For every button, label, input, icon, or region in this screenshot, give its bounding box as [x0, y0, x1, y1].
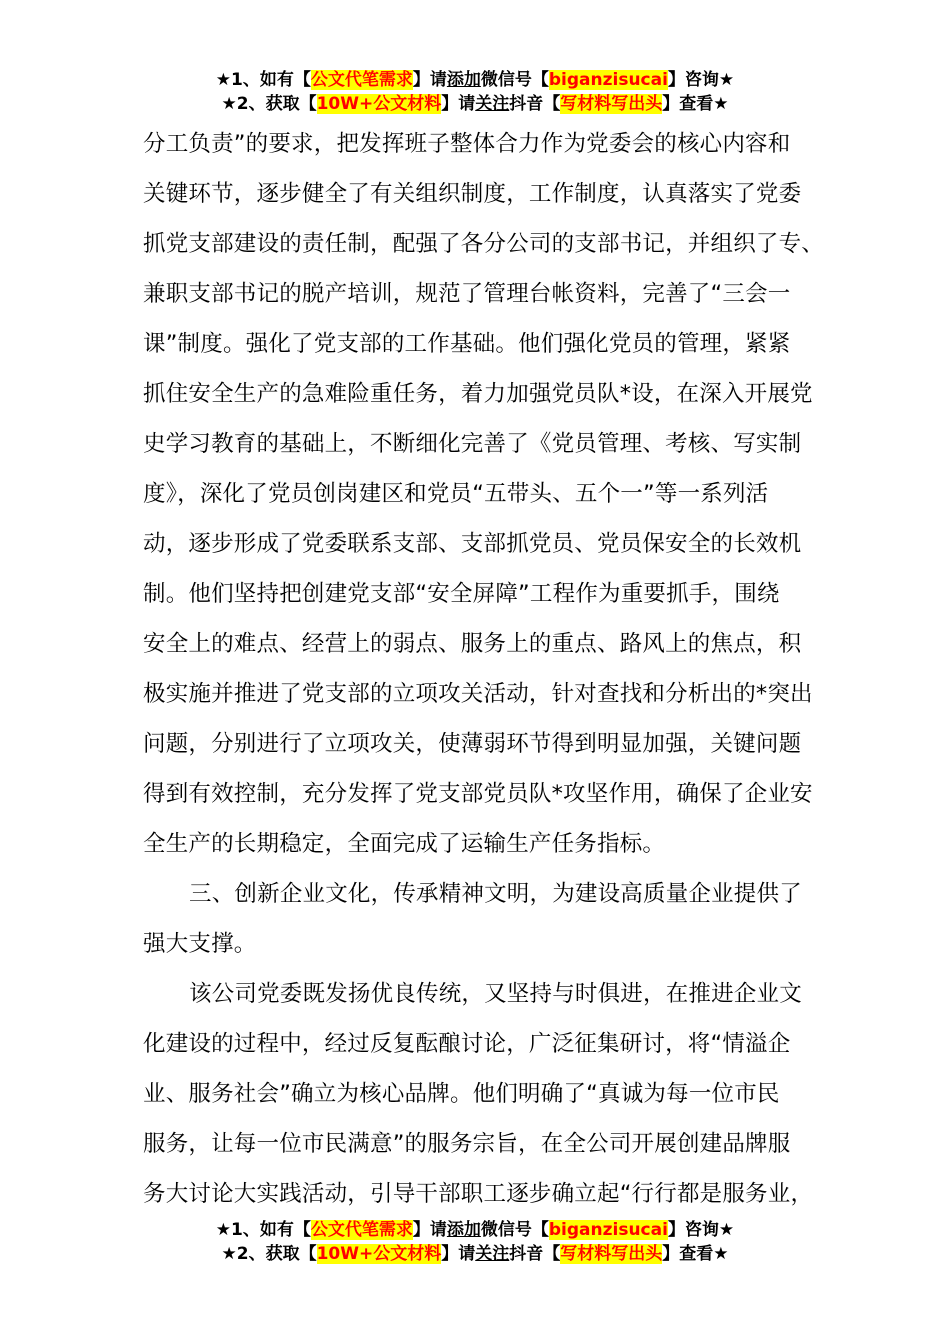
highlight-wechat-id: biganzisucai: [548, 1220, 668, 1240]
body-line: 抓住安全生产的急难险重任务，着力加强党员队*设，在深入开展党: [143, 381, 813, 407]
body-line: 极实施并推进了党支部的立项攻关活动，针对查找和分析出的*突出: [143, 681, 813, 707]
body-line: 分工负责”的要求，把发挥班子整体合力作为党委会的核心内容和: [143, 131, 791, 157]
body-line: 业、服务社会”确立为核心品牌。他们明确了“真诚为每一位市民: [143, 1081, 780, 1107]
banner-line-1: ★1、如有【公文代笔需求】请添加微信号【biganzisucai】咨询★: [215, 70, 735, 90]
body-line: 史学习教育的基础上，不断细化完善了《党员管理、考核、写实制: [143, 431, 802, 457]
section-heading-cont: 强大支撑。: [143, 931, 257, 957]
body-line: 抓党支部建设的责任制，配强了各分公司的支部书记，并组织了专、: [143, 231, 825, 257]
header-banner: [0, 68, 950, 116]
highlight-douyin-id: 写材料写出头: [560, 1244, 663, 1264]
document-body: [143, 119, 825, 1219]
body-line: 安全上的难点、经营上的弱点、服务上的重点、路风上的焦点，积: [143, 631, 802, 657]
highlight-materials: 10W+公文材料: [316, 1244, 442, 1264]
body-line: 务大讨论大实践活动，引导干部职工逐步确立起“行行都是服务业，: [143, 1181, 814, 1207]
section-heading: 三、创新企业文化，传承精神文明，为建设高质量企业提供了: [189, 881, 802, 907]
highlight-service: 公文代笔需求: [310, 70, 413, 90]
body-line: 制。他们坚持把创建党支部“安全屏障”工程作为重要抓手，围绕: [143, 581, 780, 607]
body-line: 关键环节，逐步健全了有关组织制度，工作制度，认真落实了党委: [143, 181, 802, 207]
banner-line-2: ★2、获取【10W+公文材料】请关注抖音【写材料写出头】查看★: [221, 1244, 729, 1264]
body-line: 得到有效控制，充分发挥了党支部党员队*攻坚作用，确保了企业安: [143, 781, 813, 807]
highlight-wechat-id: biganzisucai: [548, 70, 668, 90]
body-line: 服务，让每一位市民满意”的服务宗旨，在全公司开展创建品牌服: [143, 1131, 791, 1157]
highlight-materials: 10W+公文材料: [316, 94, 442, 114]
footer-banner: [0, 1218, 950, 1266]
body-line: 课”制度。强化了党支部的工作基础。他们强化党员的管理，紧紧: [143, 331, 791, 357]
body-line: 动，逐步形成了党委联系支部、支部抓党员、党员保安全的长效机: [143, 531, 802, 557]
body-line: 兼职支部书记的脱产培训，规范了管理台帐资料，完善了“三会一: [143, 281, 791, 307]
body-line: 该公司党委既发扬优良传统，又坚持与时俱进，在推进企业文: [189, 981, 802, 1007]
highlight-service: 公文代笔需求: [310, 1220, 413, 1240]
banner-line-1: ★1、如有【公文代笔需求】请添加微信号【biganzisucai】咨询★: [215, 1220, 735, 1240]
body-line: 度》，深化了党员创岗建区和党员“五带头、五个一”等一系列活: [143, 481, 769, 507]
body-line: 化建设的过程中，经过反复酝酿讨论，广泛征集研讨，将“情溢企: [143, 1031, 791, 1057]
highlight-douyin-id: 写材料写出头: [560, 94, 663, 114]
banner-line-2: ★2、获取【10W+公文材料】请关注抖音【写材料写出头】查看★: [221, 94, 729, 114]
body-line: 全生产的长期稳定，全面完成了运输生产任务指标。: [143, 831, 666, 857]
body-line: 问题，分别进行了立项攻关，使薄弱环节得到明显加强，关键问题: [143, 731, 802, 757]
